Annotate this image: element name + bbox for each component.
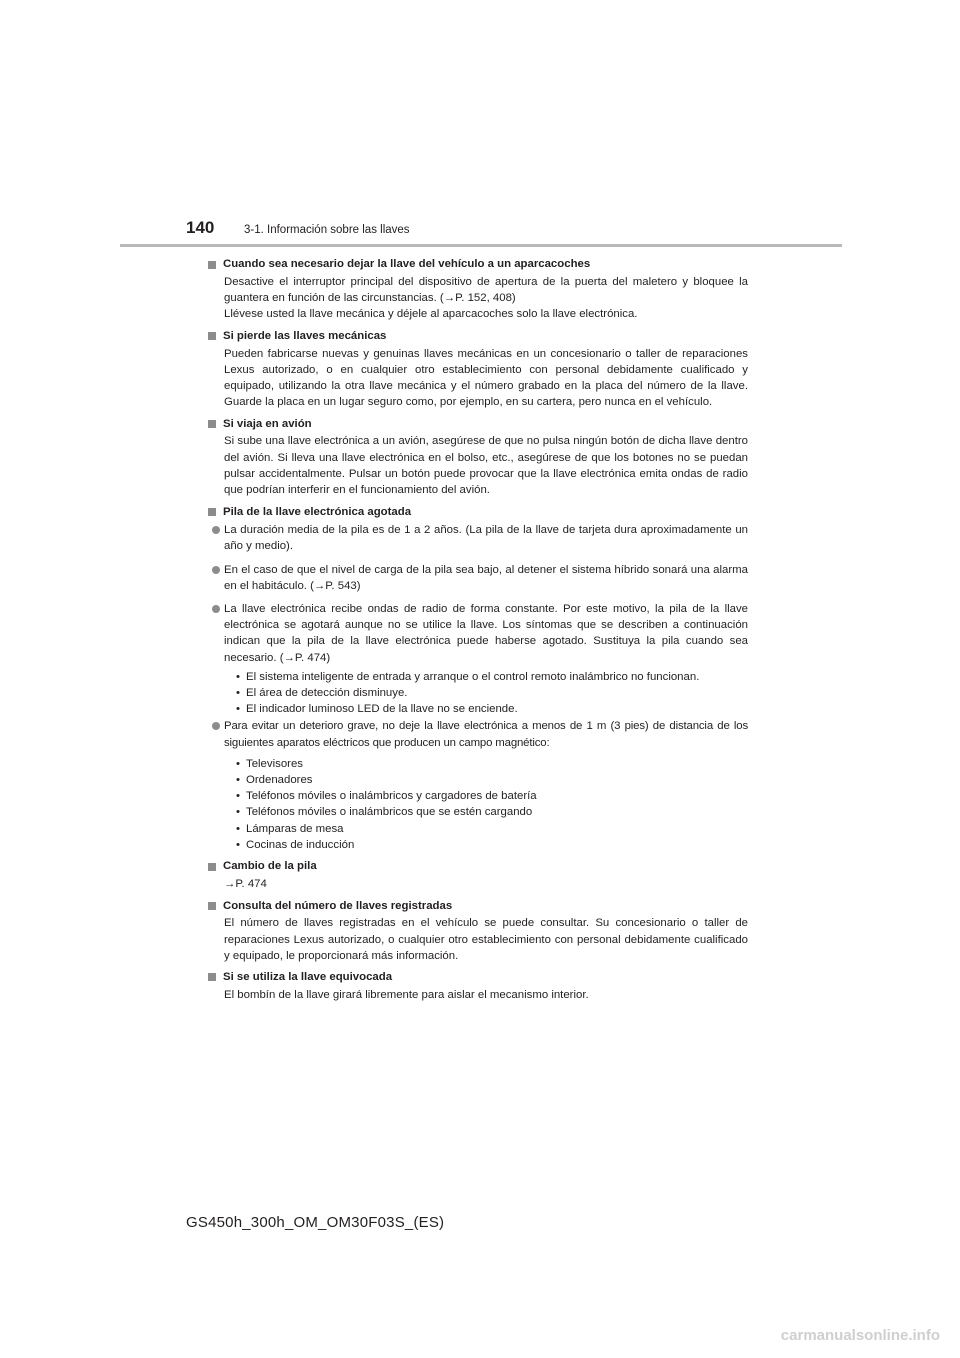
watermark-logo: carmanualsonline.info [780,1327,940,1344]
paragraph: Si sube una llave electrónica a un avión, asegúrese de que no pulsa ningún botón de dicha llave dentro del avión. Si lleva una llave electrónica en el bolso, etc., asegúrese de que los botones no se puedan pulsar accidentalmente. Pulsar un botón puede provocar que la llave electrónica emita ondas de radio que podrían interferir en el funcionamiento del avión. [224,435,748,497]
square-bullet-icon [208,261,216,269]
circle-bullet-icon [212,601,224,610]
paragraph: El bombín de la llave girará libremente para aislar el mecanismo interior. [224,988,589,1001]
header-divider [120,244,842,247]
section-battery-depleted [208,503,748,853]
square-bullet-icon [208,420,216,428]
sub-list-item: • El área de detección disminuye. [236,687,408,700]
sub-list-item: • Teléfonos móviles o inalámbricos y cargadores de batería [236,790,537,803]
section-battery-change [208,858,748,892]
section-lost-keys [208,328,748,411]
paragraph: Pueden fabricarse nuevas y genuinas llaves mecánicas en un concesionario o taller de reparaciones Lexus autorizado, o en cualquier otro establecimiento con personal debidamente cualificado y equipado, utilizando la otra llave mecánica y el número grabado en la placa del número de la llave. Guarde la placa en un lugar seguro como, por ejemplo, en su cartera, pero nunca en el vehículo. [224,347,748,409]
sub-list-item: • Ordenadores [236,774,313,787]
square-bullet-icon [208,902,216,910]
chapter-title: 3-1. Información sobre las llaves [244,224,410,236]
paragraph: Desactive el interruptor principal del dispositivo de apertura de la puerta del maletero y bloquee la guantera en función de las circunstancias. (→P. 152, 408) [224,276,748,305]
square-bullet-icon [208,508,216,516]
section-wrong-key [208,969,748,1003]
section-title: Pila de la llave electrónica agotada [208,503,748,520]
section-title: Si viaja en avión [208,415,748,432]
paragraph: El número de llaves registradas en el vehículo se puede consultar. Su concesionario o taller de reparaciones Lexus autorizado, o cualquier otro establecimiento con personal debidamente cualificado y equipado, le proporcionará más información. [224,917,748,962]
section-title: Cambio de la pila [208,858,748,875]
square-bullet-icon [208,973,216,981]
circle-bullet-icon [212,522,224,531]
square-bullet-icon [208,863,216,871]
sub-list-item: • El indicador luminoso LED de la llave no se enciende. [236,703,518,716]
section-airplane [208,415,748,498]
page-number: 140 [186,218,215,237]
page-header [186,218,410,238]
page-content [208,256,748,1008]
sub-list-item: • El sistema inteligente de entrada y arranque o el control remoto inalámbrico no funcionan. [236,670,700,683]
list-item: La llave electrónica recibe ondas de radio de forma constante. Por este motivo, la pila de la llave electrónica se agotará aunque no se utilice la llave. Los síntomas que se describen a continuación indican que la pila de la llave electrónica puede haberse agotado. Sustituya la pila cuando sea necesario. (→P. 474) [208,601,748,666]
paragraph: Llévese usted la llave mecánica y déjele al aparcacoches solo la llave electrónica. [224,308,638,321]
section-valet [208,256,748,323]
square-bullet-icon [208,332,216,340]
list-item: Para evitar un deterioro grave, no deje la llave electrónica a menos de 1 m (3 pies) de distancia de los siguientes aparatos eléctricos que producen un campo magnético: [208,718,748,750]
list-item: La duración media de la pila es de 1 a 2 años. (La pila de la llave de tarjeta dura aproximadamente un año y medio). [208,522,748,554]
circle-bullet-icon [212,562,224,571]
sub-list-item: • Teléfonos móviles o inalámbricos que se estén cargando [236,806,533,819]
list-item: En el caso de que el nivel de carga de la pila sea bajo, al detener el sistema híbrido sonará una alarma en el habitáculo. (→P. 543) [208,562,748,594]
section-title: Si se utiliza la llave equivocada [208,969,748,986]
section-title: Si pierde las llaves mecánicas [208,328,748,345]
sub-list-item: • Lámparas de mesa [236,822,344,835]
sub-list-item: • Televisores [236,757,303,770]
section-registered-keys [208,897,748,964]
document-code: GS450h_300h_OM_OM30F03S_(ES) [186,1214,445,1231]
sub-list [208,669,748,718]
sub-list [208,756,748,853]
circle-bullet-icon [212,718,224,727]
section-title: Cuando sea necesario dejar la llave del vehículo a un aparcacoches [208,256,748,273]
section-title: Consulta del número de llaves registradas [208,897,748,914]
sub-list-item: • Cocinas de inducción [236,838,355,851]
page-reference-link[interactable]: →P. 474 [224,878,267,891]
